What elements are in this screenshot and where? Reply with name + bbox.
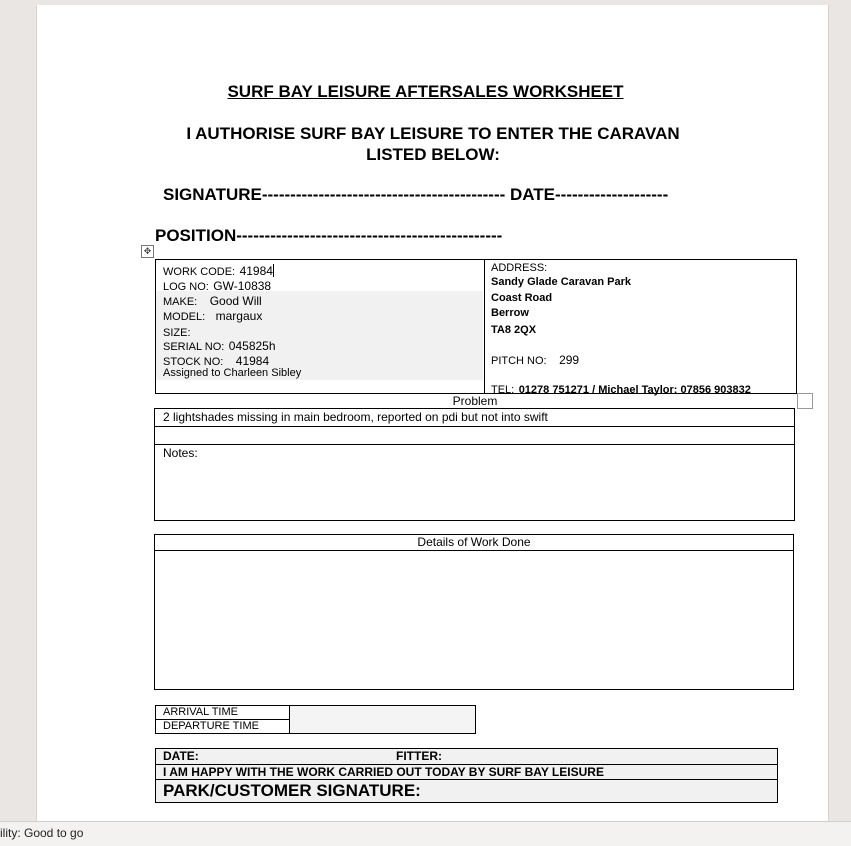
work-done-heading: Details of Work Done: [417, 535, 531, 549]
times-input-area[interactable]: [290, 706, 475, 733]
tel-label: TEL:: [491, 384, 515, 396]
row-end-marker-icon[interactable]: [797, 393, 813, 409]
times-table: [155, 705, 476, 734]
work-done-table: [154, 534, 794, 690]
address-line-3: Berrow: [491, 307, 529, 319]
model-value[interactable]: margaux: [215, 309, 263, 323]
stock-label: STOCK NO:: [163, 356, 224, 368]
address-line-1: Sandy Glade Caravan Park: [491, 276, 632, 288]
address-label: ADDRESS:: [491, 262, 548, 274]
notes-label: Notes:: [163, 446, 198, 460]
tel-value[interactable]: 01278 751271 / Michael Taylor: 07856 903832: [518, 384, 751, 396]
assigned-to: Assigned to Charleen Sibley: [163, 367, 302, 379]
serial-value[interactable]: 045825h: [228, 339, 276, 353]
problem-row-divider-1: [155, 426, 794, 427]
work-done-heading-divider: [155, 550, 793, 551]
stock-value[interactable]: 41984: [235, 354, 270, 368]
make-label: MAKE:: [163, 296, 198, 308]
status-bar: [0, 821, 851, 846]
address-line-4: TA8 2QX: [491, 324, 537, 336]
make-value[interactable]: Good Will: [209, 294, 262, 308]
authorise-line-2: LISTED BELOW:: [366, 145, 500, 164]
size-label: SIZE:: [163, 327, 191, 339]
signoff-date-label: DATE:: [163, 749, 199, 763]
worksheet-title: SURF BAY LEISURE AFTERSALES WORKSHEET: [227, 82, 624, 101]
signoff-row-divider-2: [156, 779, 777, 780]
signoff-fitter-label: FITTER:: [396, 749, 442, 763]
work-code-value[interactable]: 41984: [239, 264, 273, 278]
customer-signature-label: PARK/CUSTOMER SIGNATURE:: [163, 781, 421, 800]
text-cursor: [273, 264, 274, 277]
satisfaction-statement: I AM HAPPY WITH THE WORK CARRIED OUT TODAY BY SURF BAY LEISURE: [163, 765, 604, 779]
authorise-line-1: I AUTHORISE SURF BAY LEISURE TO ENTER THE CARAVAN: [186, 124, 680, 143]
log-no-value[interactable]: GW-10838: [213, 279, 272, 293]
position-line: POSITION-----------------------------------------------: [155, 226, 503, 245]
problem-table: [154, 408, 795, 521]
problem-row-divider-2: [155, 444, 794, 445]
pitch-label: PITCH NO:: [491, 355, 547, 367]
pitch-value[interactable]: 299: [559, 353, 580, 367]
work-code-label: WORK CODE:: [163, 266, 236, 278]
accessibility-status[interactable]: ility: Good to go: [0, 826, 84, 840]
address-line-2: Coast Road: [491, 292, 553, 304]
departure-time-label: DEPARTURE TIME: [163, 720, 259, 732]
caravan-details-table: [155, 259, 797, 394]
arrival-time-label: ARRIVAL TIME: [163, 706, 238, 718]
authorise-statement: [0, 123, 851, 165]
table-move-handle-icon[interactable]: ✥: [141, 245, 154, 258]
serial-label: SERIAL NO:: [163, 341, 225, 353]
model-label: MODEL:: [163, 311, 206, 323]
details-divider: [484, 260, 485, 393]
problem-text[interactable]: 2 lightshades missing in main bedroom, reported on pdi but not into swift: [163, 410, 548, 424]
log-no-label: LOG NO:: [163, 281, 209, 293]
signature-date-line: SIGNATURE------------------------------------------- DATE--------------------: [163, 185, 669, 204]
problem-heading: Problem: [452, 394, 498, 408]
pitch-row: [491, 351, 579, 369]
signoff-table: [155, 748, 778, 803]
